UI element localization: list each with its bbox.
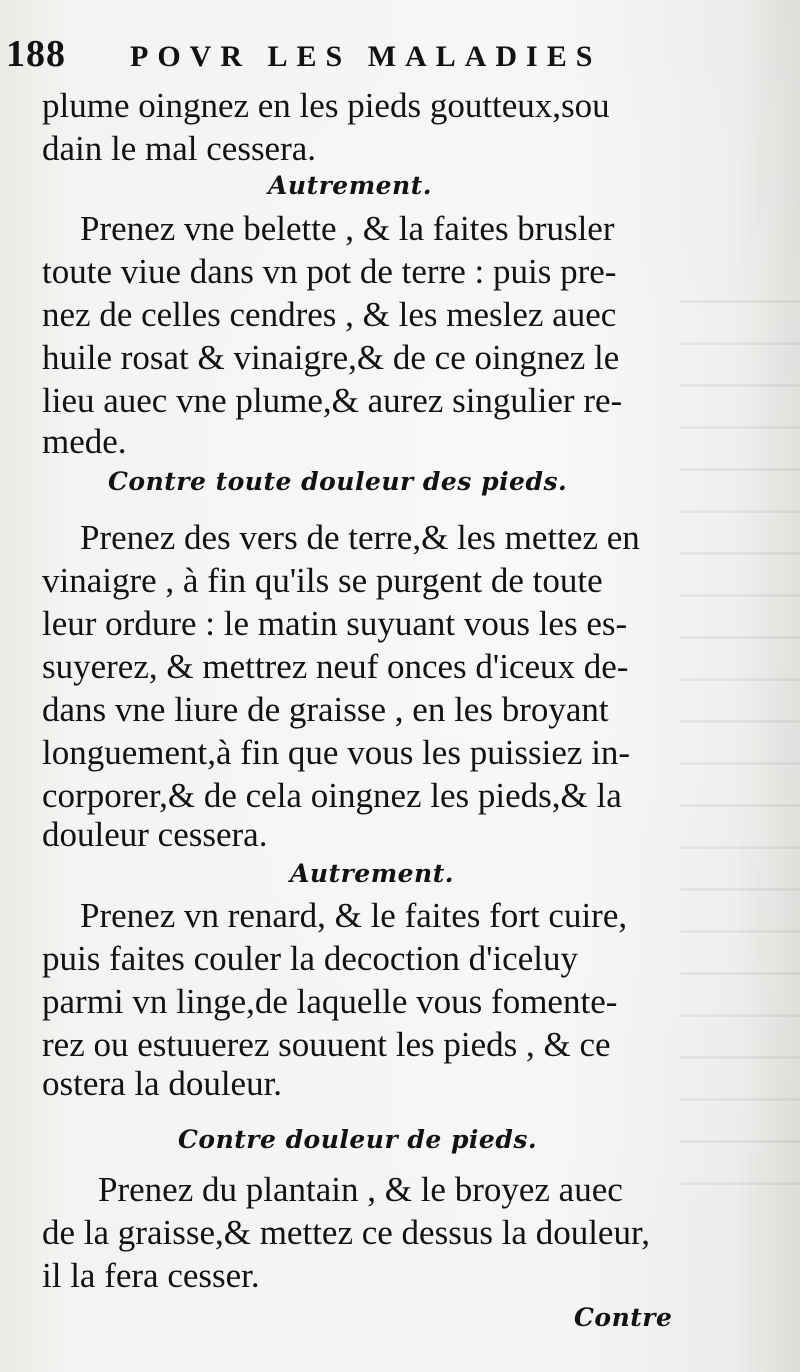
text-line: de la graisse,& mettez ce dessus la douleur, (42, 1213, 650, 1252)
section-heading: Autrement. (290, 859, 454, 888)
text-line: plume oingnez en les pieds goutteux,sou (42, 86, 610, 125)
section-heading: Autrement. (268, 171, 432, 200)
text-line: toute viue dans vn pot de terre : puis pre- (42, 252, 617, 291)
text-line: ostera la douleur. (42, 1064, 283, 1103)
text-line: leur ordure : le matin suyuant vous les es- (42, 604, 628, 643)
text-line: suyerez, & mettrez neuf onces d'iceux de- (42, 647, 629, 686)
text-line: dain le mal cessera. (42, 129, 317, 168)
text-line: puis faites couler la decoction d'iceluy (42, 939, 578, 978)
text-line: nez de celles cendres , & les meslez auec (42, 295, 617, 334)
text-line: Prenez vne belette , & la faites brusler (80, 209, 615, 248)
text-line: douleur cessera. (42, 815, 268, 854)
text-line: longuement,à fin que vous les puissiez in- (42, 733, 631, 772)
text-line: parmi vn linge,de laquelle vous fomente- (42, 982, 618, 1021)
running-head: POVR LES MALADIES (130, 40, 602, 73)
text-line: Prenez vn renard, & le faites fort cuire, (80, 896, 628, 935)
section-heading: Contre toute douleur des pieds. (108, 467, 568, 496)
text-line: dans vne liure de graisse , en les broyant (42, 690, 609, 729)
text-line: Prenez des vers de terre,& les mettez en (80, 518, 640, 557)
catchword: Contre (574, 1303, 673, 1332)
text-line: mede. (42, 422, 127, 461)
text-line: huile rosat & vinaigre,& de ce oingnez le (42, 338, 620, 377)
page-number: 188 (6, 33, 66, 75)
text-line: il la fera cesser. (42, 1256, 260, 1295)
text-line: Prenez du plantain , & le broyez auec (98, 1170, 623, 1209)
text-line: vinaigre , à fin qu'ils se purgent de toute (42, 561, 603, 600)
text-line: rez ou estuuerez souuent les pieds , & ce (42, 1025, 611, 1064)
section-heading: Contre douleur de pieds. (178, 1125, 538, 1154)
bleed-through-shadow (680, 300, 800, 1200)
text-line: lieu auec vne plume,& aurez singulier re- (42, 381, 623, 420)
text-line: corporer,& de cela oingnez les pieds,& la (42, 776, 622, 815)
